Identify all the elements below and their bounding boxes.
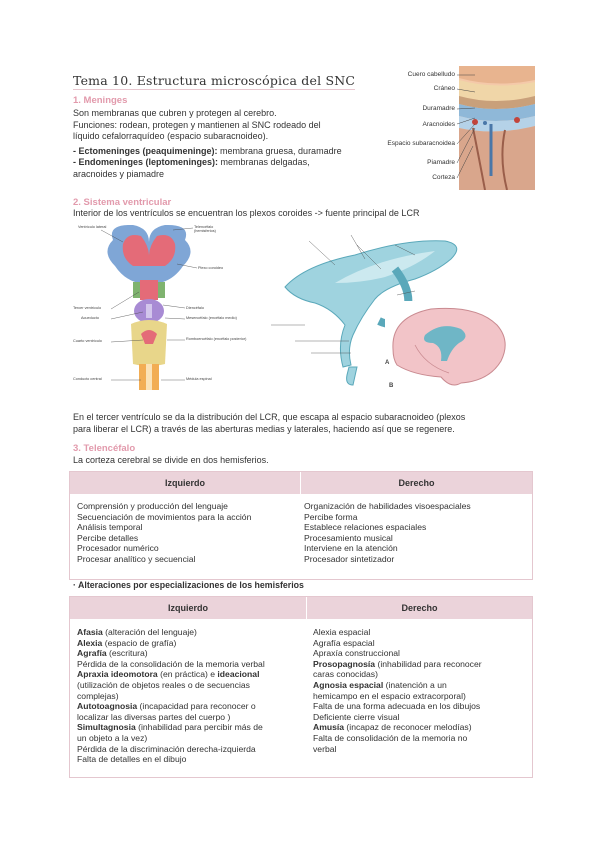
table2-text: (escritura) (106, 648, 148, 659)
meninges-line-3: líquido cefalorraquídeo (espacio subaracnoideo). (73, 131, 269, 141)
table2-left-line (77, 659, 265, 670)
section-heading-telencefalo: 3. Telencéfalo (73, 443, 136, 454)
table2-term: Simultagnosia (77, 722, 136, 733)
label-conducto-central: Conducto central (73, 377, 102, 381)
table2-left-line (77, 680, 265, 691)
table2-text: hemicampo en el espacio extracorporal) (313, 690, 466, 701)
label-cuero-cabelludo: Cuero cabelludo (407, 71, 455, 78)
endomeninges-desc: membranas delgadas, (218, 157, 310, 167)
table2-text: (espacio de grafía) (102, 637, 177, 648)
table2-left-column (77, 627, 265, 765)
table2-term: ideacional (217, 669, 260, 680)
ventricle-system-illustration (265, 225, 520, 395)
page-title: Tema 10. Estructura microscópica del SNC (73, 73, 356, 88)
hemispheres-functions-table (69, 471, 533, 580)
table1-right-item: Procesamiento musical (304, 532, 393, 543)
label-ventriculo-lateral: Ventrículo lateral (78, 225, 107, 229)
table2-text: (utilización de objetos reales o de secuencias (77, 679, 250, 690)
meninges-line-1: Son membranas que cubren y protegen al cerebro. (73, 108, 277, 118)
ventricle-development-figure (73, 222, 247, 390)
table2-text: complejas) (77, 690, 119, 701)
label-romboencefalo: Romboencéfalo (encéfalo posterior) (186, 337, 247, 341)
ventricular-paragraph-line-1: En el tercer ventrículo se da la distribución del LCR, que escapa al espacio subaracnoideo (plexos (73, 412, 466, 422)
table2-left-line (77, 669, 265, 680)
table1-left-item: Procesar analítico y secuencial (77, 553, 196, 564)
label-piamadre: Piamadre (427, 159, 455, 166)
table2-header-derecho: Derecho (307, 597, 532, 619)
table2-right-line (313, 691, 482, 702)
table2-term: Alexia (77, 637, 103, 648)
table2-term: Agnosia espacial (313, 679, 384, 690)
table2-right-column (313, 627, 482, 754)
table2-term: Amusía (313, 722, 345, 733)
section-heading-meninges: 1. Meninges (73, 95, 128, 106)
table2-text: (alteración del lenguaje) (102, 627, 197, 637)
table2-header-izquierdo: Izquierdo (70, 597, 306, 619)
hemispheres-alterations-table (69, 596, 533, 778)
table1-left-item: Percibe detalles (77, 532, 139, 543)
label-plexo-coroideo: Plexo coroideo (198, 266, 224, 270)
endomeninges-cont: aracnoides y piamadre (73, 168, 165, 179)
table1-right-item: Organización de habilidades visoespaciales (304, 501, 471, 511)
table2-text: verbal (313, 743, 337, 754)
meninges-text (73, 108, 393, 180)
meninges-line-2: Funciones: rodean, protegen y mantienen al SNC rodeado del (73, 119, 321, 130)
table2-caption: · Alteraciones por especializaciones de los hemisferios (73, 580, 304, 590)
table2-left-line (77, 744, 265, 755)
endomeninges-term: - Endomeninges (leptomeninges): (73, 157, 219, 167)
ectomeninges-term: - Ectomeninges (peaquimeninge): (73, 145, 218, 156)
table2-right-line (313, 701, 482, 712)
table2-text: (en práctica) e (157, 669, 218, 680)
ventricle-system-figure (265, 225, 520, 395)
table1-right-item: Procesador sintetizador (304, 553, 395, 564)
table1-right-item: Establece relaciones espaciales (304, 522, 427, 533)
label-corteza: Corteza (432, 174, 455, 181)
table2-term: Afasia (77, 627, 103, 637)
table2-text: (incapacidad para reconocer o (137, 701, 256, 712)
table2-text: Falta de consolidación de la memoria no (313, 732, 468, 743)
ventricular-paragraph (73, 412, 465, 435)
label-craneo: Cráneo (433, 85, 455, 92)
table2-text: caras conocidas) (313, 669, 378, 680)
table1-right-item: Interviene en la atención (304, 543, 398, 554)
table2-right-line (313, 669, 482, 680)
table2-right-line (313, 659, 482, 670)
table2-right-line (313, 733, 482, 744)
meninges-illustration (395, 66, 535, 190)
table1-header-izquierdo: Izquierdo (70, 472, 300, 494)
table2-text: Alexia espacial (313, 627, 371, 637)
table2-text: Agrafía espacial (313, 637, 375, 648)
table2-term: Apraxia ideomotora (77, 669, 158, 680)
table1-left-column (77, 501, 251, 565)
table2-left-line (77, 701, 265, 712)
label-telencefalo: Telencéfalo (hemisferios) (194, 225, 216, 233)
ventricular-intro: Interior de los ventrículos se encuentran los plexos coroides -> fuente principal de LCR (73, 208, 420, 218)
table2-text: localizar las diversas partes del cuerpo ) (77, 711, 231, 722)
table2-text: Falta de detalles en el dibujo (77, 754, 187, 765)
table2-left-line (77, 754, 265, 765)
panel-a-label: A (385, 360, 390, 366)
label-acueducto: Acueducto (81, 316, 99, 320)
table2-right-line (313, 722, 482, 733)
table2-text: un objeto a la vez) (77, 732, 148, 743)
ectomeninges-item (73, 146, 393, 158)
table2-text: Deficiente cierre visual (313, 711, 400, 722)
table2-right-line (313, 638, 482, 649)
table2-right-line (313, 712, 482, 723)
table2-left-line (77, 733, 265, 744)
table2-term: Prosopagnosía (313, 658, 376, 669)
table2-right-line (313, 744, 482, 755)
table2-left-line (77, 722, 265, 733)
table1-left-item: Secuenciación de movimientos para la acción (77, 511, 252, 522)
table2-text: Apraxía construccional (313, 648, 400, 659)
ectomeninges-desc: membrana gruesa, duramadre (217, 145, 342, 156)
table2-text: (inatención a un (383, 679, 447, 690)
table2-right-line (313, 627, 482, 638)
table1-header-derecho: Derecho (301, 472, 532, 494)
table2-text: Falta de una forma adecuada en los dibujos (313, 701, 481, 712)
panel-b-label: B (389, 383, 394, 389)
label-duramadre: Duramadre (422, 105, 455, 112)
label-cuarto-ventriculo: Cuarto ventrículo (73, 339, 102, 343)
table2-left-line (77, 691, 265, 702)
table2-left-line (77, 648, 265, 659)
table2-text: (inhabilidad para percibir más de (135, 722, 263, 733)
section-heading-sistema-ventricular: 2. Sistema ventricular (73, 197, 172, 208)
table2-text: Pérdida de la consolidación de la memoria verbal (77, 658, 265, 669)
table1-right-item: Percibe forma (304, 511, 358, 522)
table1-left-item: Análisis temporal (77, 522, 143, 533)
label-espacio-subaracnoideo: Espacio subaracnoidea (387, 140, 455, 147)
ventricular-paragraph-line-2: para liberar el LCR) a través de las aberturas medias y laterales, haciendo así que se regenere. (73, 423, 455, 434)
table1-right-column (304, 501, 471, 565)
table2-left-line (77, 638, 265, 649)
table2-right-line (313, 680, 482, 691)
label-tercer-ventriculo: Tercer ventrículo (73, 306, 102, 310)
table2-left-line (77, 627, 265, 638)
table2-text: (incapaz de reconocer melodías) (344, 722, 472, 733)
label-mesencefalo: Mesencéfalo (encéfalo medio) (186, 316, 237, 320)
table2-term: Agrafía (77, 648, 107, 659)
table2-text: Pérdida de la discriminación derecha-izquierda (77, 743, 256, 754)
table1-left-item: Procesador numérico (77, 543, 159, 554)
table2-term: Autotoagnosia (77, 701, 138, 712)
label-diencefalo: Diencéfalo (186, 306, 204, 310)
meninges-figure (387, 66, 535, 190)
table2-text: (inhabilidad para reconocer (375, 658, 482, 669)
label-aracnoides: Aracnoides (422, 121, 455, 128)
telencefalo-intro: La corteza cerebral se divide en dos hemisferios. (73, 455, 269, 465)
label-medula-espinal: Médula espinal (186, 377, 212, 381)
endomeninges-item (73, 157, 393, 169)
table1-left-item: Comprensión y producción del lenguaje (77, 501, 228, 511)
table2-left-line (77, 712, 265, 723)
table2-right-line (313, 648, 482, 659)
